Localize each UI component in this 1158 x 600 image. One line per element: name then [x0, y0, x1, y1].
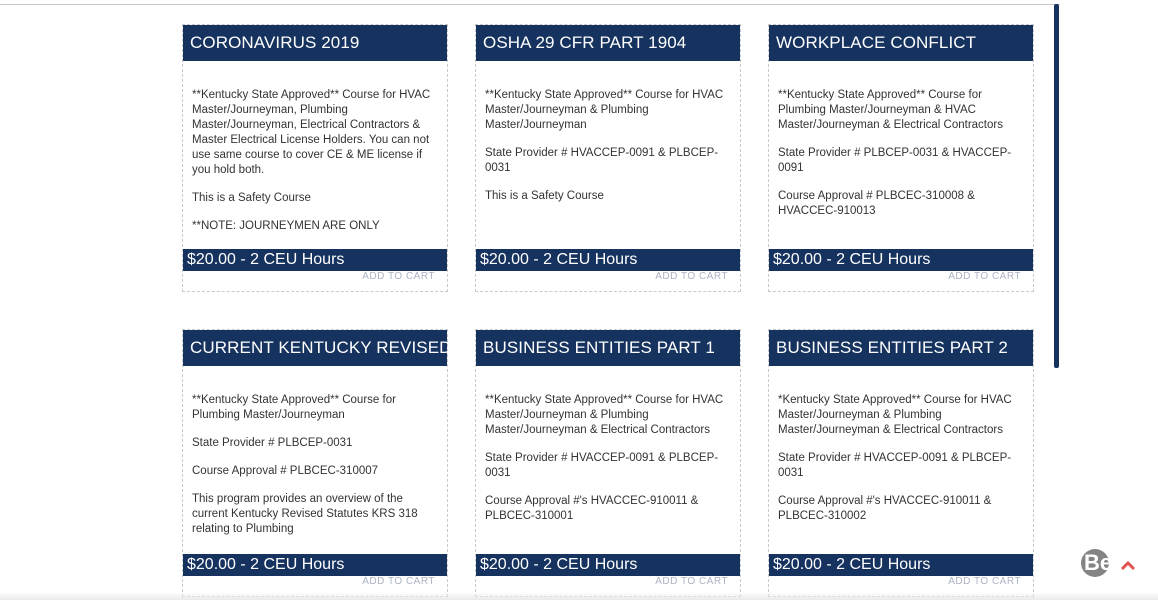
add-to-cart-button[interactable]: ADD TO CART — [948, 576, 1021, 587]
course-card-business-entities-2[interactable] — [768, 329, 1034, 597]
price-bar: $20.00 - 2 CEU Hours — [769, 249, 1033, 271]
course-title[interactable]: WORKPLACE CONFLICT — [769, 25, 1033, 61]
course-title[interactable]: BUSINESS ENTITIES PART 1 — [476, 330, 740, 366]
price-bar: $20.00 - 2 CEU Hours — [476, 249, 740, 271]
course-description — [192, 393, 437, 541]
description-paragraph: State Provider # PLBCEP-0031 — [192, 437, 353, 449]
price-bar: $20.00 - 2 CEU Hours — [183, 249, 447, 271]
description-paragraph: This is a Safety Course — [192, 192, 311, 204]
description-paragraph: This is a Safety Course — [485, 190, 604, 202]
course-title[interactable]: CORONAVIRUS 2019 — [183, 25, 447, 61]
course-description — [485, 393, 730, 541]
description-paragraph: State Provider # HVACCEP-0091 & PLBCEP-0031 — [485, 147, 719, 174]
course-description — [192, 88, 437, 231]
course-description — [778, 393, 1023, 541]
course-title[interactable]: OSHA 29 CFR PART 1904 — [476, 25, 740, 61]
description-paragraph: This program provides an overview of the current Kentucky Revised Statutes KRS 318 relating to Plumbing — [192, 493, 418, 535]
behance-logo-icon — [1078, 537, 1144, 581]
description-paragraph: **Kentucky State Approved** Course for Plumbing Master/Journeyman & HVAC Master/Journeyman & Electrical Contractors — [778, 89, 1003, 131]
add-to-cart-button[interactable]: ADD TO CART — [655, 576, 728, 587]
course-card-kentucky-revised[interactable] — [182, 329, 452, 597]
add-to-cart-button[interactable]: ADD TO CART — [362, 271, 435, 282]
description-paragraph: State Provider # HVACCEP-0091 & PLBCEP-0031 — [778, 452, 1012, 479]
description-paragraph: *Kentucky State Approved** Course for HVAC Master/Journeyman & Plumbing Master/Journeyman & Electrical Contractors — [778, 394, 1012, 436]
description-paragraph: **Kentucky State Approved** Course for HVAC Master/Journeyman & Plumbing Master/Journeyman & Electrical Contractors — [485, 394, 724, 436]
add-to-cart-button[interactable]: ADD TO CART — [655, 271, 728, 282]
description-paragraph: Course Approval #'s HVACCEC-910011 & PLBCEC-310002 — [778, 495, 992, 522]
description-paragraph: State Provider # HVACCEP-0091 & PLBCEP-0031 — [485, 452, 719, 479]
course-title[interactable]: CURRENT KENTUCKY REVISED — [183, 330, 447, 366]
description-paragraph: State Provider # PLBCEP-0031 & HVACCEP-0091 — [778, 147, 1012, 174]
description-paragraph: **Kentucky State Approved** Course for HVAC Master/Journeyman, Plumbing Master/Journeyman, Electrical Contractors & Master Electrical License Holders. You can not use same course to cover CE & ME license if you hold both. — [192, 89, 431, 176]
top-divider — [0, 4, 1060, 5]
course-title[interactable]: BUSINESS ENTITIES PART 2 — [769, 330, 1033, 366]
description-paragraph: **Kentucky State Approved** Course for Plumbing Master/Journeyman — [192, 394, 396, 421]
course-card-business-entities-1[interactable] — [475, 329, 741, 597]
description-paragraph: Course Approval # PLBCEC-310008 & HVACCEC-910013 — [778, 190, 975, 217]
description-paragraph: Course Approval # PLBCEC-310007 — [192, 465, 379, 477]
description-paragraph: Course Approval #'s HVACCEC-910011 & PLBCEC-310001 — [485, 495, 699, 522]
logo-text: Be — [1084, 550, 1113, 575]
price-bar: $20.00 - 2 CEU Hours — [476, 554, 740, 576]
course-card-workplace-conflict[interactable] — [768, 24, 1034, 292]
price-bar: $20.00 - 2 CEU Hours — [183, 554, 447, 576]
course-description — [778, 88, 1023, 231]
add-to-cart-button[interactable]: ADD TO CART — [948, 271, 1021, 282]
price-bar: $20.00 - 2 CEU Hours — [769, 554, 1033, 576]
bottom-fade — [0, 592, 1158, 600]
course-card-osha[interactable] — [475, 24, 741, 292]
description-paragraph: **NOTE: JOURNEYMEN ARE ONLY — [192, 220, 380, 232]
description-paragraph: **Kentucky State Approved** Course for HVAC Master/Journeyman & Plumbing Master/Journeyman — [485, 89, 724, 131]
scrollbar[interactable] — [1054, 4, 1059, 368]
course-card-coronavirus[interactable] — [182, 24, 448, 292]
add-to-cart-button[interactable]: ADD TO CART — [362, 576, 435, 587]
course-description — [485, 88, 730, 231]
